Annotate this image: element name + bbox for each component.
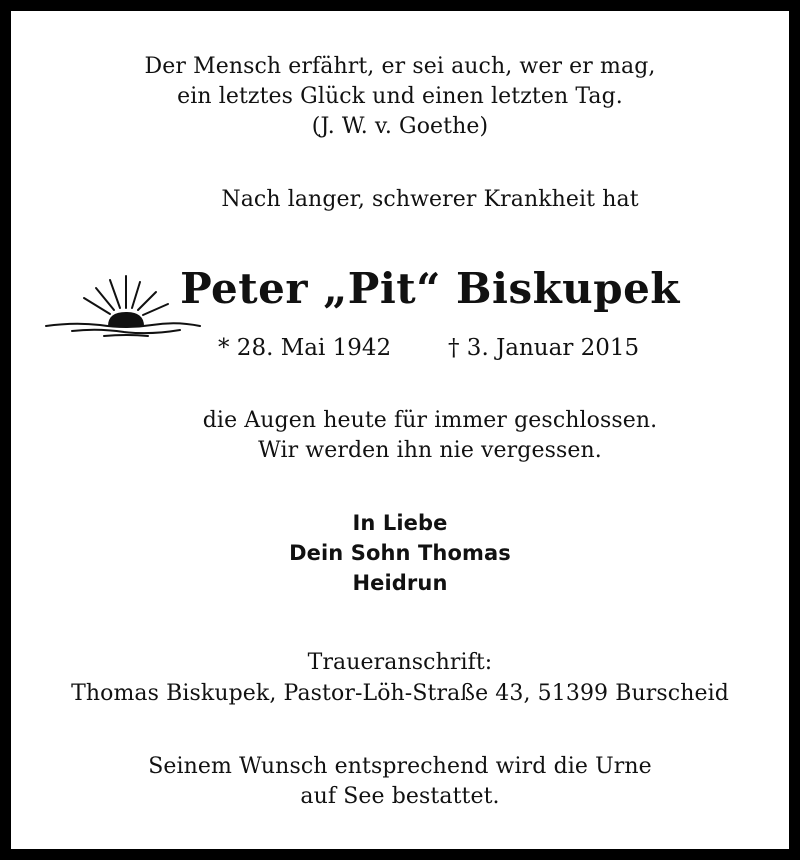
mourners-line-3: Heidrun [352, 571, 448, 595]
mourners-line-1: In Liebe [352, 511, 448, 535]
quote-author: (J. W. v. Goethe) [311, 114, 489, 139]
death-date: † 3. Januar 2015 [448, 335, 640, 361]
quote-line-2: ein letztes Glück und einen letzten Tag. [177, 84, 623, 109]
closing-line-2: Wir werden ihn nie vergessen. [258, 438, 602, 463]
address-label: Traueranschrift: [307, 650, 493, 675]
intro-text: Nach langer, schwerer Krankheit hat [221, 187, 639, 212]
birth-date: * 28. Mai 1942 [218, 335, 392, 361]
address-value: Thomas Biskupek, Pastor-Löh-Straße 43, 51399 Burscheid [71, 681, 729, 706]
quote-line-1: Der Mensch erfährt, er sei auch, wer er mag, [144, 54, 656, 79]
wish-line-1: Seinem Wunsch entsprechend wird die Urne [148, 754, 652, 779]
wish-line-2: auf See bestattet. [300, 784, 500, 809]
mourners-line-2: Dein Sohn Thomas [289, 541, 511, 565]
closing-line-1: die Augen heute für immer geschlossen. [202, 408, 658, 433]
deceased-name: Peter „Pit“ Biskupek [180, 264, 680, 313]
